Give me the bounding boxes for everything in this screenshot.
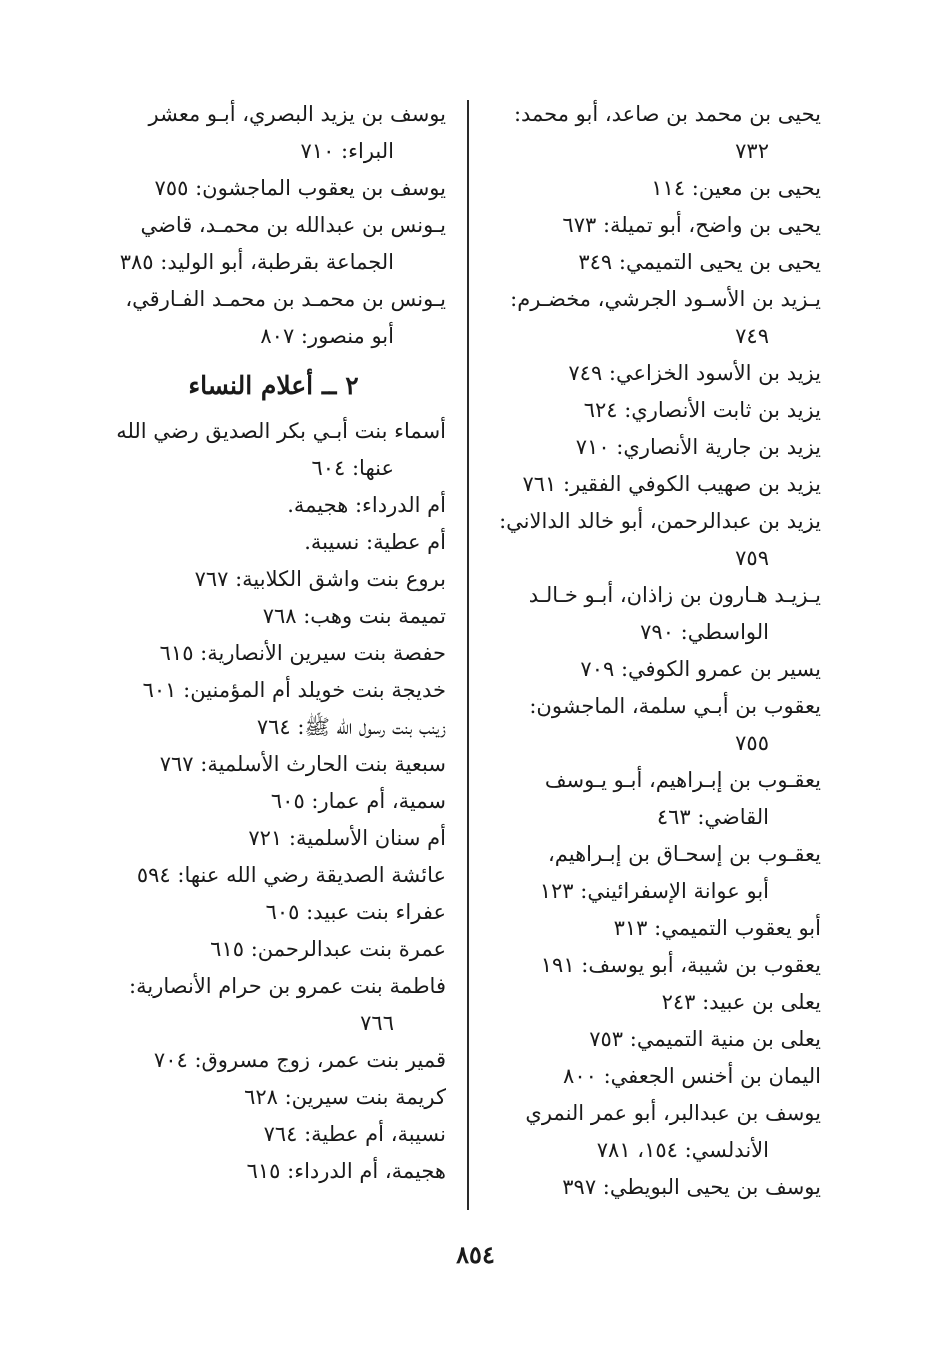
index-entry: يـزيد بن الأسـود الجرشي، مخضـرم: [510, 287, 821, 311]
index-entry: كريمة بنت سيرين: ٦٢٨ [244, 1085, 446, 1109]
index-entry: يعقـوب بن إبـراهيم، أبـو يـوسف [544, 768, 821, 792]
index-entry-continuation: عنها: ٦٠٤ [311, 456, 394, 480]
index-entry: عفراء بنت عبيد: ٦٠٥ [265, 900, 446, 924]
index-entry: زينب بنت رسول الله ﷺ: ٧٦٤ [256, 715, 446, 739]
index-entry: يوسف بن يحيى البويطي: ٣٩٧ [562, 1175, 821, 1199]
index-entry: هجيمة، أم الدرداء: ٦١٥ [246, 1159, 446, 1183]
index-entry: سمية، أم عمار: ٦٠٥ [270, 789, 446, 813]
index-entry: عمرة بنت عبدالرحمن: ٦١٥ [210, 937, 446, 961]
index-entry-continuation: ٧٥٥ [735, 731, 769, 755]
index-entry: يسير بن عمرو الكوفي: ٧٠٩ [580, 657, 821, 681]
index-entry: يزيد بن ثابت الأنصاري: ٦٢٤ [583, 398, 821, 422]
index-entry-list-left-top [101, 96, 446, 355]
index-entry: عائشة الصديقة رضي الله عنها: ٥٩٤ [136, 863, 446, 887]
index-entry: يـونس بن محمـد بن محمـد الفـارقي، [125, 287, 446, 311]
index-entry: يزيد بن عبدالرحمن، أبو خالد الدالاني: [499, 509, 821, 533]
index-entry: قمير بنت عمر، زوج مسروق: ٧٠٤ [153, 1048, 446, 1072]
index-entry: خديجة بنت خويلد أم المؤمنين: ٦٠١ [142, 678, 446, 702]
index-entry-continuation: أبو منصور: ٨٠٧ [260, 324, 394, 348]
page-number: ٨٥٤ [456, 1240, 495, 1269]
index-column-right [496, 96, 821, 1206]
index-entry: يزيد بن جارية الأنصاري: ٧١٠ [575, 435, 821, 459]
index-column-left [101, 96, 446, 1190]
index-entry: يحيى بن معين: ١١٤ [651, 176, 821, 200]
index-entry: أم الدرداء: هجيمة. [287, 493, 446, 517]
index-entry-continuation: الأندلسي: ١٥٤، ٧٨١ [596, 1138, 769, 1162]
index-entry: بروع بنت واشق الكلابية: ٧٦٧ [194, 567, 446, 591]
index-entry: اليمان بن أخنس الجعفي: ٨٠٠ [563, 1064, 821, 1088]
index-entry-continuation: الجماعة بقرطبة، أبو الوليد: ٣٨٥ [119, 250, 394, 274]
index-entry-continuation: ٧٦٦ [360, 1011, 394, 1035]
index-entry: يوسف بن عبدالبر، أبو عمر النمري [525, 1101, 821, 1125]
index-entry-continuation: الواسطي: ٧٩٠ [640, 620, 769, 644]
index-entry: حفصة بنت سيرين الأنصارية: ٦١٥ [159, 641, 446, 665]
index-entry: أم عطية: نسيبة. [304, 530, 446, 554]
index-entry: يعقـوب بن إسحـاق بن إبـراهيم، [548, 842, 821, 866]
index-entry-continuation: القاضي: ٤٦٣ [656, 805, 769, 829]
index-entry-continuation: البراء: ٧١٠ [300, 139, 394, 163]
index-entry: يحيى بن محمد بن صاعد، أبو محمد: [513, 102, 821, 126]
index-entry-list-right [496, 96, 821, 1206]
index-entry-continuation: ٧٤٩ [735, 324, 769, 348]
section-heading: ٢ ــ أعلام النساء [188, 371, 359, 400]
index-entry-continuation: ٧٥٩ [735, 546, 769, 570]
index-entry: يزيد بن الأسود الخزاعي: ٧٤٩ [568, 361, 821, 385]
index-entry: يعقوب بن شيبة، أبو يوسف: ١٩١ [540, 953, 821, 977]
index-entry: يـزيـد هـارون بن زاذان، أبـو خـالـد [528, 583, 821, 607]
index-entry-continuation: ٧٣٢ [735, 139, 769, 163]
index-entry: يعلى بن منية التميمي: ٧٥٣ [589, 1027, 821, 1051]
index-entry: تميمة بنت وهب: ٧٦٨ [262, 604, 446, 628]
index-entry: يوسف بن يعقوب الماجشون: ٧٥٥ [154, 176, 446, 200]
index-entry: أم سنان الأسلمية: ٧٢١ [248, 826, 446, 850]
index-entry: يوسف بن يزيد البصري، أبـو معشر [148, 102, 446, 126]
index-entry: يحيى بن واضح، أبو تميلة: ٦٧٣ [562, 213, 821, 237]
index-entry: نسيبة، أم عطية: ٧٦٤ [263, 1122, 446, 1146]
index-entry: يزيد بن صهيب الكوفي الفقير: ٧٦١ [522, 472, 821, 496]
index-entry: يـونس بن عبدالله بن محمـد، قاضي [140, 213, 446, 237]
index-entry: فاطمة بنت عمرو بن حرام الأنصارية: [129, 974, 446, 998]
index-entry: يعقوب بن أبـي سلمة، الماجشون: [529, 694, 821, 718]
index-entry: يعلى بن عبيد: ٢٤٣ [661, 990, 821, 1014]
index-entry-continuation: أبو عوانة الإسفرائيني: ١٢٣ [539, 879, 769, 903]
index-entry-list-left-bottom [101, 413, 446, 1190]
index-entry: يحيى بن يحيى التميمي: ٣٤٩ [578, 250, 821, 274]
index-entry: سبعية بنت الحارث الأسلمية: ٧٦٧ [159, 752, 446, 776]
index-entry: أبو يعقوب التميمي: ٣١٣ [613, 916, 821, 940]
index-entry: أسماء بنت أبـي بكر الصديق رضي الله [116, 419, 446, 443]
column-divider [467, 100, 469, 1210]
